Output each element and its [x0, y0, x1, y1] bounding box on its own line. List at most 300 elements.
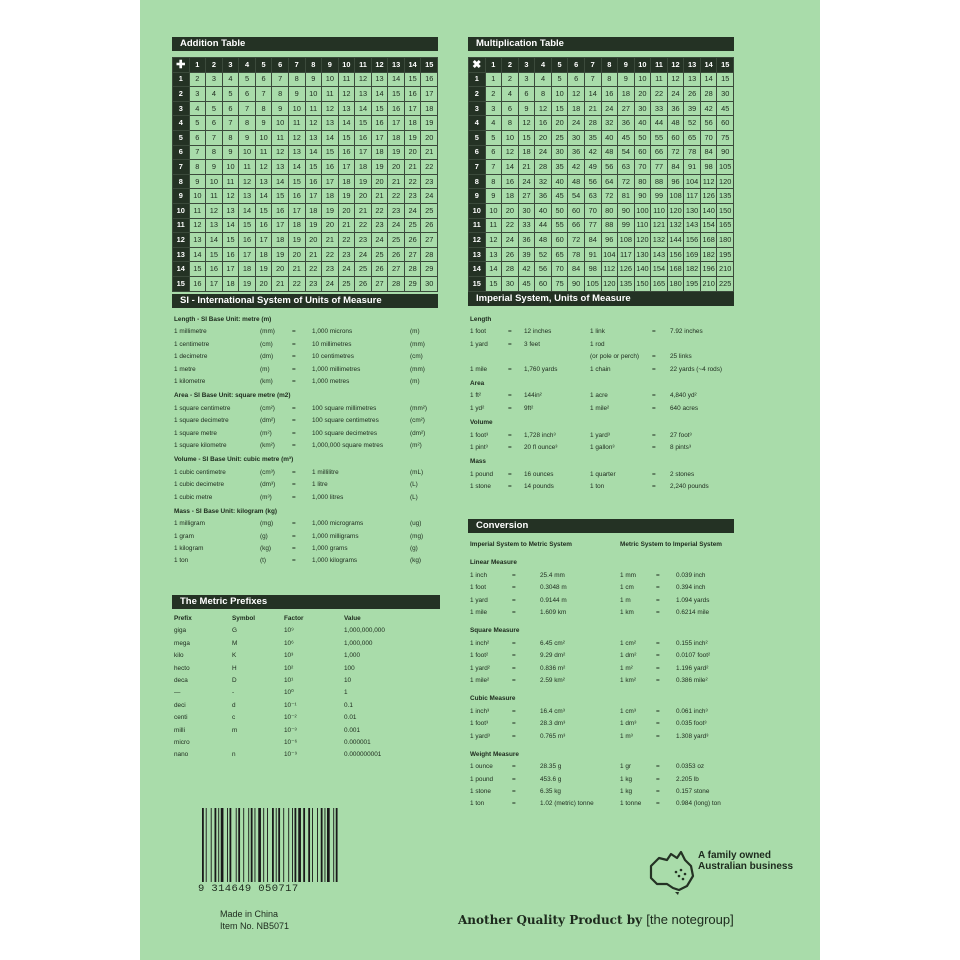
addition-cell: 22 [288, 276, 305, 291]
addition-cell: 17 [371, 130, 388, 145]
prefix-row-cell: 10⁻⁹ [284, 751, 298, 759]
addition-cell: 6 [206, 116, 223, 131]
prefix-row [174, 687, 434, 699]
addition-cell: 8 [288, 72, 305, 87]
addition-row [173, 233, 438, 248]
multiplication-cell: 132 [667, 218, 684, 233]
multiplication-cell: 99 [651, 189, 668, 204]
si-row-cell: (mm²) [410, 404, 428, 412]
metric-prefixes-section [174, 613, 434, 762]
conversion-row-cell: = [656, 676, 660, 684]
conversion-headings [470, 539, 740, 551]
addition-row [173, 247, 438, 262]
multiplication-row [469, 116, 734, 131]
multiplication-cell: 165 [717, 218, 734, 233]
conversion-row-cell: = [512, 788, 516, 796]
addition-cell: 5 [222, 87, 239, 102]
multiplication-cell: 15 [518, 130, 535, 145]
multiplication-cell: 90 [618, 203, 635, 218]
multiplication-cell: 56 [700, 116, 717, 131]
addition-cell: 19 [305, 218, 322, 233]
multiplication-cell: 225 [717, 276, 734, 291]
barcode-bar [248, 808, 249, 882]
conversion-row [470, 638, 740, 650]
prefix-row-cell: 10¹ [284, 676, 294, 684]
addition-cell: 15 [404, 72, 421, 87]
conversion-row-cell: = [512, 763, 516, 771]
multiplication-row [469, 203, 734, 218]
imperial-row-cell: 1 ton [590, 483, 605, 491]
multiplication-cell: 36 [667, 101, 684, 116]
prefix-row-cell: 10⁻³ [284, 726, 297, 734]
multiplication-cell: 21 [518, 160, 535, 175]
addition-col-header: 9 [322, 58, 339, 73]
multiplication-cell: 8 [601, 72, 618, 87]
multiplication-cell: 168 [700, 233, 717, 248]
tagline-text: Another Quality Product by [458, 913, 643, 927]
conversion-row-cell: 1 tonne [620, 800, 642, 808]
multiplication-row [469, 145, 734, 160]
si-row-cell: (t) [260, 557, 267, 565]
imperial-row-cell: = [508, 404, 512, 412]
conversion-row-cell: 0.157 stone [676, 788, 710, 796]
addition-row-header: 15 [173, 276, 190, 291]
addition-cell: 19 [421, 116, 438, 131]
addition-cell: 15 [388, 87, 405, 102]
si-row-cell: 1 decimetre [174, 353, 208, 361]
conversion-row-cell: 1 ounce [470, 763, 493, 771]
prefix-row-cell: nano [174, 751, 189, 759]
addition-cell: 15 [255, 203, 272, 218]
addition-cell: 12 [288, 130, 305, 145]
multiplication-cell: 16 [601, 87, 618, 102]
multiplication-cell: 195 [717, 247, 734, 262]
addition-cell: 15 [371, 101, 388, 116]
addition-cell: 17 [355, 145, 372, 160]
prefix-row-cell: 10⁻⁶ [284, 738, 298, 746]
conversion-row-cell: 1 cm [620, 584, 634, 592]
addition-cell: 27 [421, 233, 438, 248]
addition-cell: 15 [222, 233, 239, 248]
prefix-row-cell: 1,000,000 [344, 639, 373, 647]
addition-cell: 16 [404, 87, 421, 102]
addition-row [173, 72, 438, 87]
imperial-row-cell: = [652, 328, 656, 336]
prefix-row-cell: milli [174, 726, 186, 734]
addition-cell: 2 [189, 72, 206, 87]
conversion-row-cell: 0.061 inch³ [676, 707, 708, 715]
si-row-cell: (cm) [410, 353, 423, 361]
multiplication-cell: 40 [634, 116, 651, 131]
multiplication-cell: 143 [684, 218, 701, 233]
si-row-cell: (dm) [260, 353, 274, 361]
prefix-header-cell: Value [344, 615, 361, 622]
addition-cell: 19 [388, 145, 405, 160]
multiplication-cell: 63 [618, 160, 635, 175]
si-row [174, 376, 444, 388]
conversion-row-cell: 1 cm² [620, 639, 636, 647]
addition-cell: 24 [322, 276, 339, 291]
multiplication-row-header: 13 [469, 247, 486, 262]
addition-cell: 3 [206, 72, 223, 87]
imperial-row-cell: = [508, 328, 512, 336]
multiplication-row-header: 9 [469, 189, 486, 204]
addition-cell: 12 [189, 218, 206, 233]
conversion-row-cell: 0.9144 m [540, 596, 567, 604]
multiplication-cell: 44 [651, 116, 668, 131]
addition-cell: 17 [338, 160, 355, 175]
addition-cell: 15 [322, 145, 339, 160]
multiplication-cell: 110 [634, 218, 651, 233]
imperial-row [470, 390, 740, 402]
multiplication-cell: 24 [502, 233, 519, 248]
multiplication-cell: 8 [502, 116, 519, 131]
barcode-bar [336, 808, 338, 882]
multiplication-cell: 44 [535, 218, 552, 233]
conversion-row-cell: = [656, 800, 660, 808]
imperial-row-cell: 1 chain [590, 365, 611, 373]
addition-cell: 16 [338, 145, 355, 160]
addition-cell: 16 [355, 130, 372, 145]
si-row-cell: 1 centimetre [174, 340, 210, 348]
prefix-row-cell: 0.001 [344, 726, 360, 734]
barcode-bar [230, 808, 232, 882]
multiplication-cell: 10 [485, 203, 502, 218]
multiplication-cell: 14 [502, 160, 519, 175]
conversion-row-cell: = [656, 720, 660, 728]
addition-cell: 15 [338, 130, 355, 145]
addition-cell: 22 [421, 160, 438, 175]
multiplication-row-header: 2 [469, 87, 486, 102]
si-row-cell: 1 cubic centimetre [174, 468, 226, 476]
addition-cell: 12 [222, 189, 239, 204]
multiplication-cell: 182 [700, 247, 717, 262]
multiplication-cell: 140 [700, 203, 717, 218]
barcode-bar [327, 808, 330, 882]
addition-col-header: 8 [305, 58, 322, 73]
imperial-row-cell: = [652, 483, 656, 491]
multiplication-cell: 3 [518, 72, 535, 87]
addition-symbol: ✚ [173, 58, 190, 73]
multiplication-cell: 28 [502, 262, 519, 277]
multiplication-cell: 48 [568, 174, 585, 189]
si-row-cell: 1 cubic metre [174, 493, 213, 501]
conversion-group-heading: Linear Measure [470, 559, 517, 567]
si-row-cell: = [292, 468, 296, 476]
conversion-row-cell: 1 m [620, 596, 631, 604]
addition-cell: 23 [371, 218, 388, 233]
addition-cell: 28 [404, 262, 421, 277]
multiplication-col-header: 12 [667, 58, 684, 73]
addition-cell: 20 [388, 160, 405, 175]
addition-cell: 14 [288, 160, 305, 175]
si-row-cell: (kg) [260, 545, 272, 553]
multiplication-cell: 72 [601, 189, 618, 204]
addition-table [172, 57, 438, 292]
conversion-row-cell: 1.094 yards [676, 596, 710, 604]
conversion-row [470, 607, 740, 619]
conversion-row-cell: = [656, 584, 660, 592]
multiplication-cell: 12 [535, 101, 552, 116]
prefix-row-cell: 10⁶ [284, 639, 294, 647]
multiplication-col-header: 7 [584, 58, 601, 73]
conversion-row-cell: 1 dm³ [620, 720, 637, 728]
si-row-cell: (g) [260, 532, 268, 540]
multiplication-cell: 108 [618, 233, 635, 248]
conversion-row-cell: 0.765 m³ [540, 732, 566, 740]
multiplication-cell: 180 [717, 233, 734, 248]
conversion-row-cell: = [656, 571, 660, 579]
addition-cell: 7 [189, 145, 206, 160]
multiplication-cell: 60 [634, 145, 651, 160]
multiplication-cell: 91 [584, 247, 601, 262]
multiplication-cell: 24 [518, 174, 535, 189]
multiplication-col-header: 4 [535, 58, 552, 73]
si-row-cell: 1 ton [174, 557, 189, 565]
multiplication-col-header: 11 [651, 58, 668, 73]
multiplication-col-header: 9 [618, 58, 635, 73]
si-row-cell: = [292, 328, 296, 336]
addition-cell: 13 [239, 189, 256, 204]
conversion-row-cell: 0.3048 m [540, 584, 567, 592]
si-row-cell: = [292, 545, 296, 553]
multiplication-cell: 120 [634, 233, 651, 248]
addition-cell: 13 [189, 233, 206, 248]
addition-cell: 21 [322, 233, 339, 248]
addition-cell: 26 [421, 218, 438, 233]
conversion-group-heading: Weight Measure [470, 750, 519, 758]
multiplication-cell: 9 [618, 72, 635, 87]
si-row [174, 364, 444, 376]
imperial-row-cell: = [652, 365, 656, 373]
prefix-row [174, 638, 434, 650]
addition-cell: 20 [355, 189, 372, 204]
conversion-row [470, 582, 740, 594]
addition-cell: 17 [322, 174, 339, 189]
si-row-cell: (cm³) [260, 468, 275, 476]
multiplication-cell: 16 [535, 116, 552, 131]
addition-cell: 16 [239, 233, 256, 248]
conversion-right-heading: Metric System to Imperial System [620, 541, 722, 548]
barcode-bar [325, 808, 326, 882]
si-row-cell: 100 square decimetres [312, 429, 378, 437]
conversion-row-cell: = [656, 596, 660, 604]
addition-cell: 22 [388, 189, 405, 204]
conversion-row-cell: 1 gr [620, 763, 632, 771]
multiplication-cell: 5 [485, 130, 502, 145]
multiplication-col-header: 6 [568, 58, 585, 73]
conversion-group-heading: Cubic Measure [470, 695, 516, 703]
conversion-row-cell: 28.35 g [540, 763, 562, 771]
barcode-bar [333, 808, 334, 882]
addition-cell: 9 [239, 130, 256, 145]
addition-row-header: 12 [173, 233, 190, 248]
addition-cell: 21 [305, 247, 322, 262]
conversion-row-cell: = [512, 664, 516, 672]
multiplication-row-header: 11 [469, 218, 486, 233]
multiplication-cell: 50 [551, 203, 568, 218]
imperial-row [470, 326, 740, 338]
imperial-row-cell: 2 stones [670, 470, 695, 478]
multiplication-cell: 4 [502, 87, 519, 102]
si-row-cell: 1,000 metres [312, 377, 350, 385]
addition-cell: 25 [338, 276, 355, 291]
multiplication-cell: 30 [634, 101, 651, 116]
prefix-row-cell: 1 [344, 689, 348, 697]
si-row-cell: (m²) [410, 441, 422, 449]
prefix-header-cell: Symbol [232, 615, 256, 622]
addition-cell: 14 [388, 72, 405, 87]
multiplication-row [469, 233, 734, 248]
multiplication-cell: 10 [502, 130, 519, 145]
multiplication-cell: 210 [717, 262, 734, 277]
multiplication-cell: 110 [651, 203, 668, 218]
addition-cell: 18 [322, 189, 339, 204]
addition-cell: 19 [404, 130, 421, 145]
family-owned-text: A family owned Australian business [698, 850, 794, 872]
multiplication-cell: 100 [634, 203, 651, 218]
multiplication-cell: 10 [634, 72, 651, 87]
barcode-number: 9 314649 050717 [198, 883, 299, 895]
addition-cell: 11 [288, 116, 305, 131]
addition-row-header: 14 [173, 262, 190, 277]
si-row-cell: 1,000 grams [312, 545, 348, 553]
prefix-row [174, 737, 434, 749]
prefix-row [174, 749, 434, 761]
si-row-cell: = [292, 377, 296, 385]
multiplication-cell: 117 [618, 247, 635, 262]
imperial-row-cell: 1,728 inch³ [524, 431, 556, 439]
multiplication-cell: 56 [535, 262, 552, 277]
addition-cell: 19 [322, 203, 339, 218]
prefix-row-cell: m [232, 726, 238, 734]
addition-cell: 18 [272, 233, 289, 248]
multiplication-cell: 105 [717, 160, 734, 175]
addition-cell: 25 [371, 247, 388, 262]
conversion-row-cell: = [512, 775, 516, 783]
multiplication-cell: 11 [651, 72, 668, 87]
multiplication-cell: 84 [584, 233, 601, 248]
barcode-bar [236, 808, 237, 882]
addition-cell: 6 [222, 101, 239, 116]
conversion-row-cell: 1 inch² [470, 639, 490, 647]
conversion-row-cell: 1.308 yard³ [676, 732, 709, 740]
multiplication-cell: 70 [700, 130, 717, 145]
notebook-back-cover [140, 0, 820, 960]
imperial-units-section [470, 312, 740, 494]
si-row-cell: 1 square decimetre [174, 417, 229, 425]
imperial-row-cell: 1 quarter [590, 470, 616, 478]
addition-row [173, 276, 438, 291]
imperial-row [470, 403, 740, 415]
addition-cell: 18 [371, 145, 388, 160]
multiplication-cell: 72 [618, 174, 635, 189]
multiplication-cell: 20 [551, 116, 568, 131]
addition-col-header: 14 [404, 58, 421, 73]
conversion-row-cell: 1 mile² [470, 676, 490, 684]
addition-cell: 27 [404, 247, 421, 262]
addition-cell: 21 [288, 262, 305, 277]
addition-cell: 10 [272, 116, 289, 131]
multiplication-cell: 28 [535, 160, 552, 175]
addition-cell: 17 [305, 189, 322, 204]
imperial-units-title: Imperial System, Units of Measure [468, 292, 734, 306]
multiplication-cell: 120 [667, 203, 684, 218]
multiplication-cell: 8 [535, 87, 552, 102]
multiplication-col-header: 1 [485, 58, 502, 73]
multiplication-cell: 180 [667, 276, 684, 291]
multiplication-cell: 120 [601, 276, 618, 291]
addition-row [173, 101, 438, 116]
si-units-section [174, 312, 444, 568]
prefix-row-cell: H [232, 664, 237, 672]
conversion-row [470, 786, 740, 798]
multiplication-cell: 90 [568, 276, 585, 291]
conversion-row-cell: 0.394 inch [676, 584, 706, 592]
addition-cell: 17 [222, 262, 239, 277]
si-row [174, 467, 444, 479]
addition-col-header: 7 [288, 58, 305, 73]
prefix-row-cell: mega [174, 639, 190, 647]
addition-cell: 8 [222, 130, 239, 145]
multiplication-cell: 15 [485, 276, 502, 291]
addition-cell: 18 [355, 160, 372, 175]
addition-col-header: 3 [222, 58, 239, 73]
addition-cell: 23 [322, 262, 339, 277]
addition-cell: 22 [338, 233, 355, 248]
imperial-row-cell: 1 mile [470, 365, 488, 373]
addition-cell: 24 [388, 218, 405, 233]
multiplication-cell: 48 [601, 145, 618, 160]
si-row-cell: (dm²) [410, 429, 426, 437]
multiplication-cell: 11 [485, 218, 502, 233]
multiplication-row [469, 262, 734, 277]
prefix-row-cell: 1,000 [344, 652, 360, 660]
multiplication-cell: 90 [717, 145, 734, 160]
multiplication-cell: 33 [651, 101, 668, 116]
conversion-row-cell: = [512, 707, 516, 715]
addition-cell: 17 [255, 233, 272, 248]
multiplication-cell: 22 [502, 218, 519, 233]
barcode-bar [243, 808, 244, 882]
si-row-cell: 1 metre [174, 365, 196, 373]
addition-cell: 24 [338, 262, 355, 277]
addition-cell: 14 [239, 203, 256, 218]
conversion-row [470, 650, 740, 662]
addition-cell: 13 [371, 72, 388, 87]
multiplication-cell: 77 [584, 218, 601, 233]
multiplication-cell: 12 [485, 233, 502, 248]
addition-cell: 14 [305, 145, 322, 160]
addition-col-header: 12 [371, 58, 388, 73]
multiplication-cell: 60 [551, 233, 568, 248]
prefix-row-cell: deca [174, 676, 188, 684]
multiplication-row-header: 12 [469, 233, 486, 248]
barcode-bar [227, 808, 228, 882]
prefix-row-cell: centi [174, 714, 188, 722]
prefix-row-cell: K [232, 652, 237, 660]
multiplication-cell: 27 [518, 189, 535, 204]
multiplication-cell: 32 [535, 174, 552, 189]
addition-cell: 4 [189, 101, 206, 116]
multiplication-cell: 60 [568, 203, 585, 218]
multiplication-row [469, 247, 734, 262]
multiplication-cell: 6 [502, 101, 519, 116]
barcode-bar [321, 808, 323, 882]
multiplication-cell: 66 [651, 145, 668, 160]
addition-row-header: 13 [173, 247, 190, 262]
addition-cell: 17 [206, 276, 223, 291]
